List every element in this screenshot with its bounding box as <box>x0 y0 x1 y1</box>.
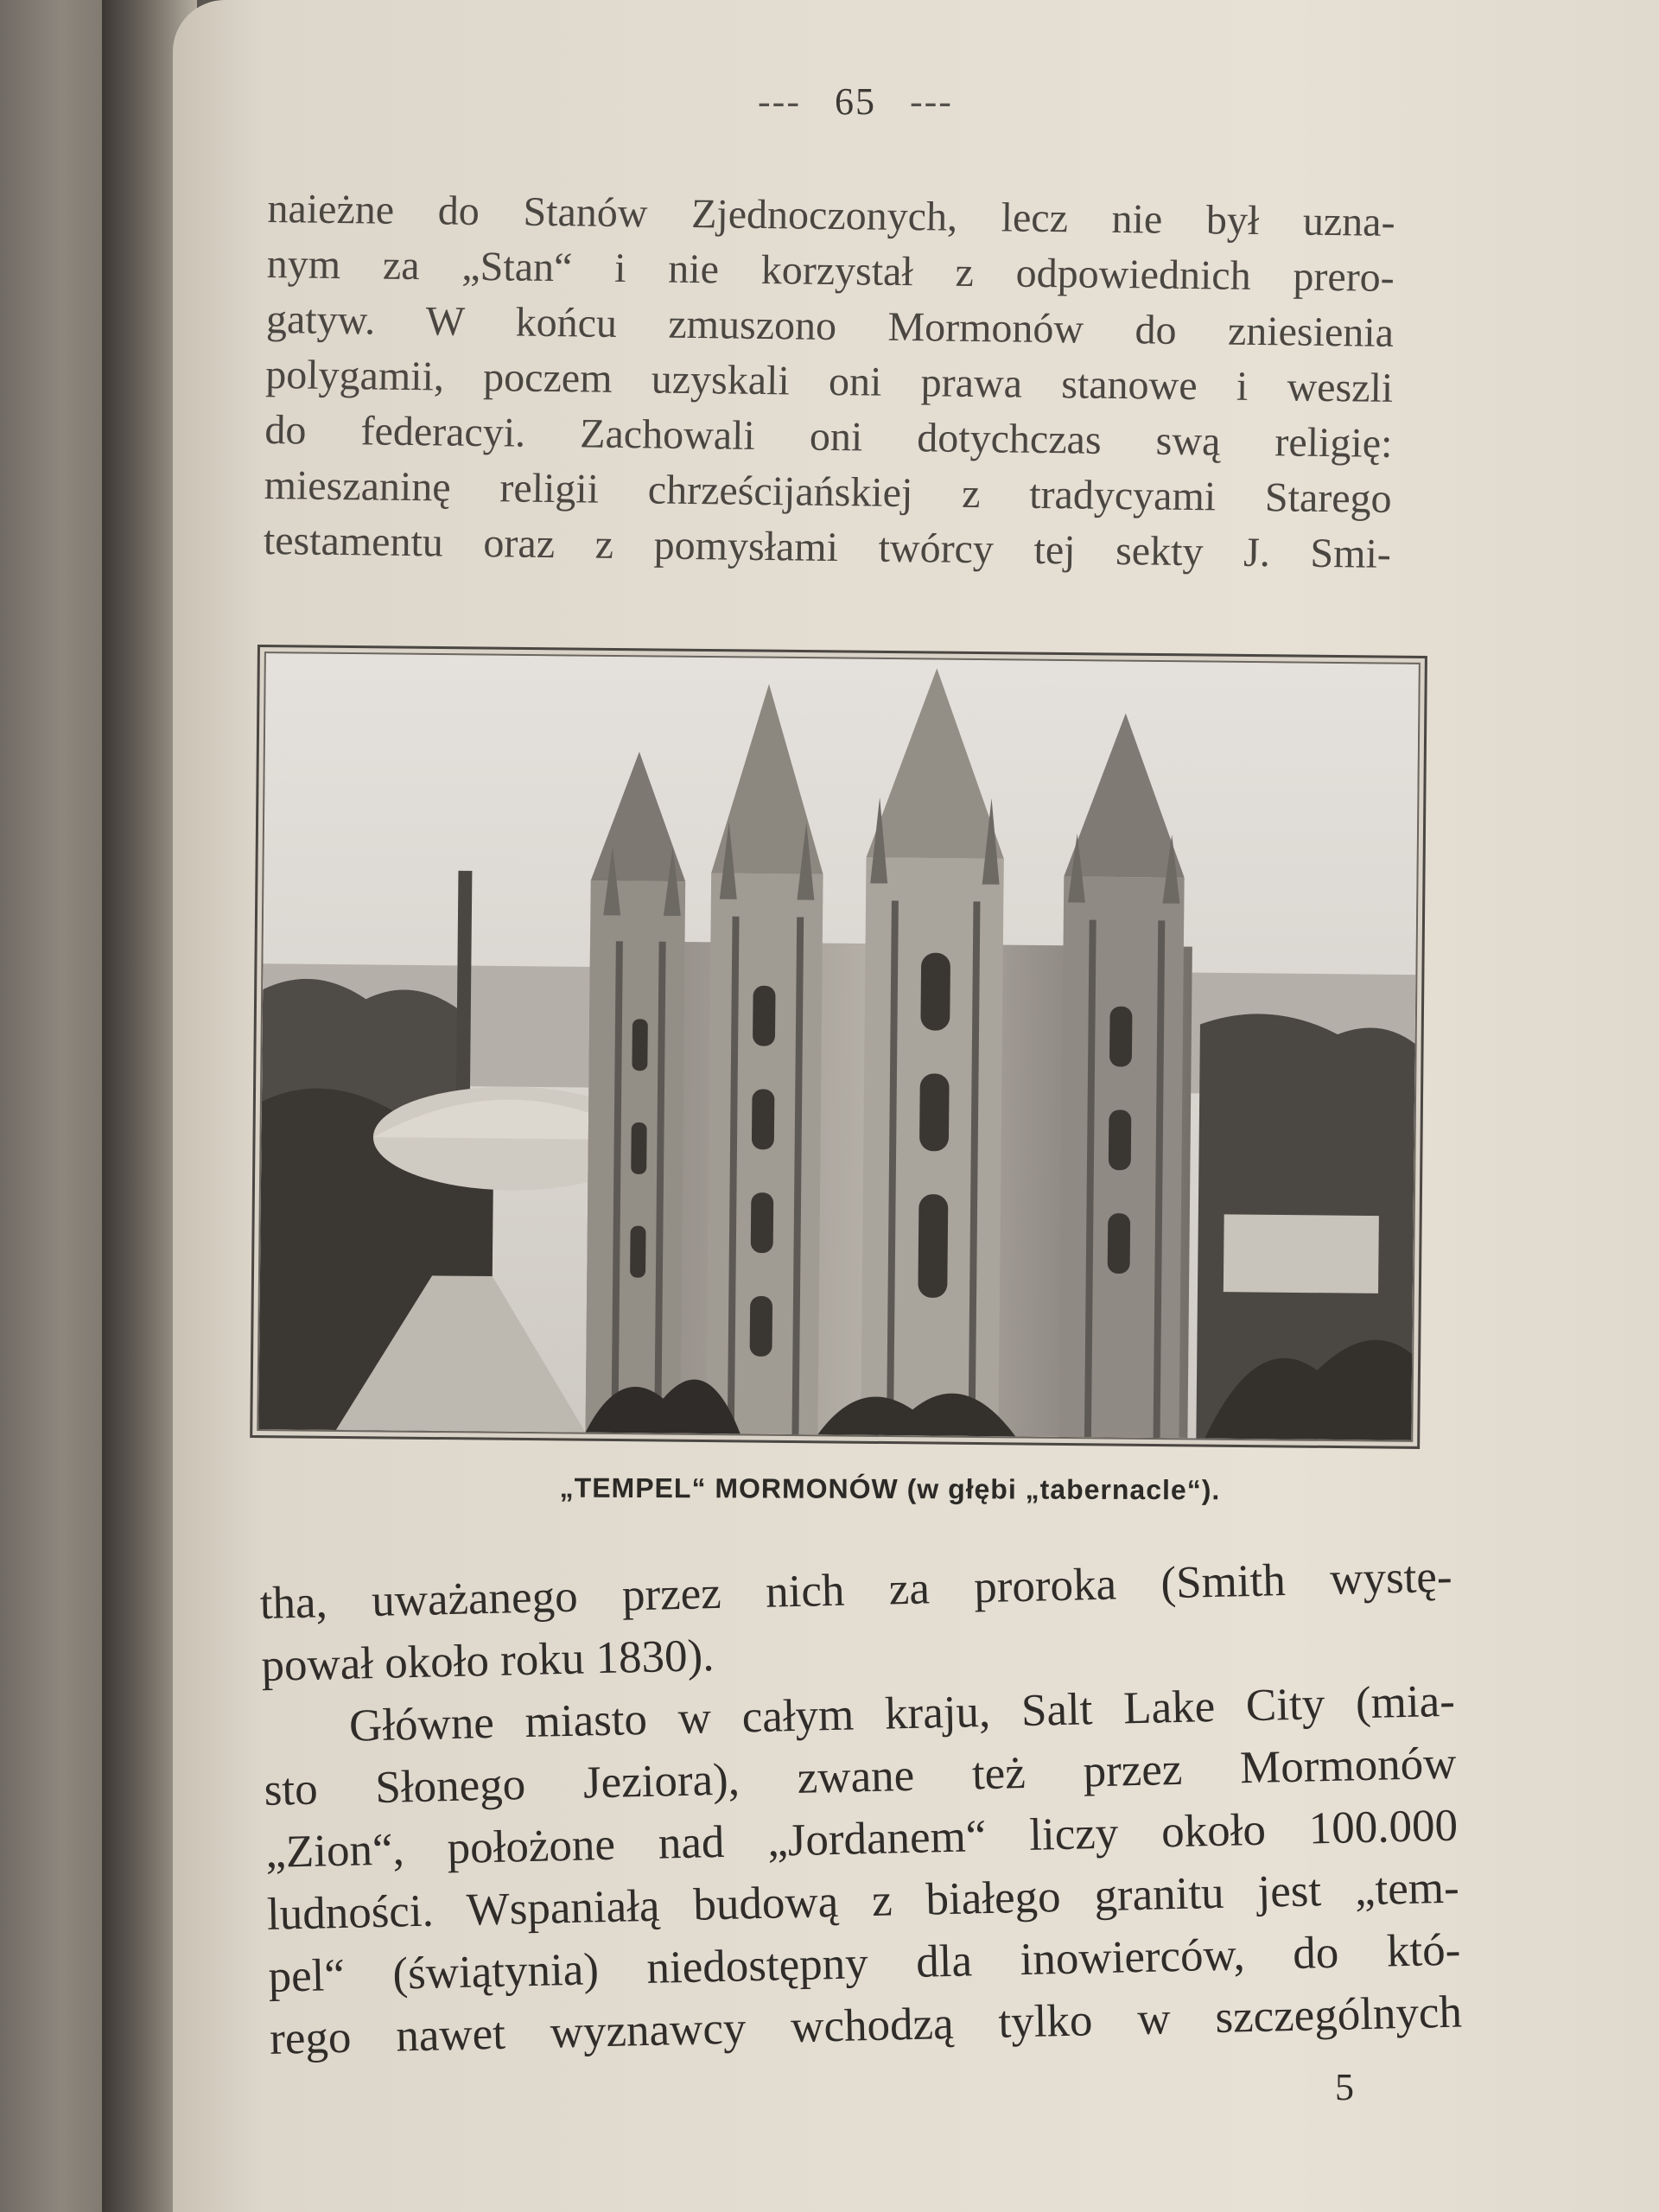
temple-illustration <box>258 653 1419 1440</box>
text-line: testamentu oraz z pomysłami twórcy tej sekty J. Smi- <box>263 517 1392 577</box>
text-line: naieżne do Stanów Zjednoczonych, lecz nie był uzna- <box>267 185 1395 245</box>
page-number <box>657 79 1054 124</box>
figure-caption: „TEMPEL“ MORMONÓW (w głębi „tabernacle“). <box>559 1471 1221 1506</box>
text-line: sto Słonego Jeziora), zwane też przez Mormonów <box>264 1738 1458 1815</box>
text-line: „Zion“, położone nad „Jordanem“ liczy około 100.000 <box>264 1800 1459 1878</box>
text-line: rego nawet wyznawcy wchodzą tylko w szczególnych <box>269 1986 1463 2064</box>
signature-mark: 5 <box>1335 2066 1354 2108</box>
page-number-dash-left: --- <box>758 80 801 123</box>
text-line: mieszaninę religii chrześcijańskiej z tradycyami Starego <box>264 461 1392 522</box>
page-number-dash-right: --- <box>910 80 953 123</box>
text-line: pel“ (świątynia) niedostępny dla inowierców, do któ- <box>267 1924 1461 2002</box>
text-line: pował około roku 1830). <box>260 1630 715 1691</box>
text-line: gatyw. W końcu zmuszono Mormonów do zniesienia <box>265 296 1395 356</box>
text-line: nym za „Stan“ i nie korzystał z odpowiednich prero- <box>266 240 1395 301</box>
bottom-paragraph <box>259 1546 1463 2070</box>
top-paragraph <box>264 181 1395 582</box>
text-line: ludności. Wspaniałą budową z białego granitu jest „tem- <box>266 1862 1460 1940</box>
text-line: Główne miasto w całym kraju, Salt Lake City (mia- <box>348 1675 1456 1751</box>
text-line: do federacyi. Zachowali oni dotychczas swą religię: <box>264 406 1393 467</box>
page-number-value: 65 <box>835 80 876 123</box>
text-line: tha, uważanego przez nich za proroka (Smith wystę- <box>259 1551 1453 1629</box>
temple-photograph <box>250 645 1427 1449</box>
text-line: polygamii, poczem uzyskali oni prawa stanowe i weszli <box>264 351 1394 411</box>
